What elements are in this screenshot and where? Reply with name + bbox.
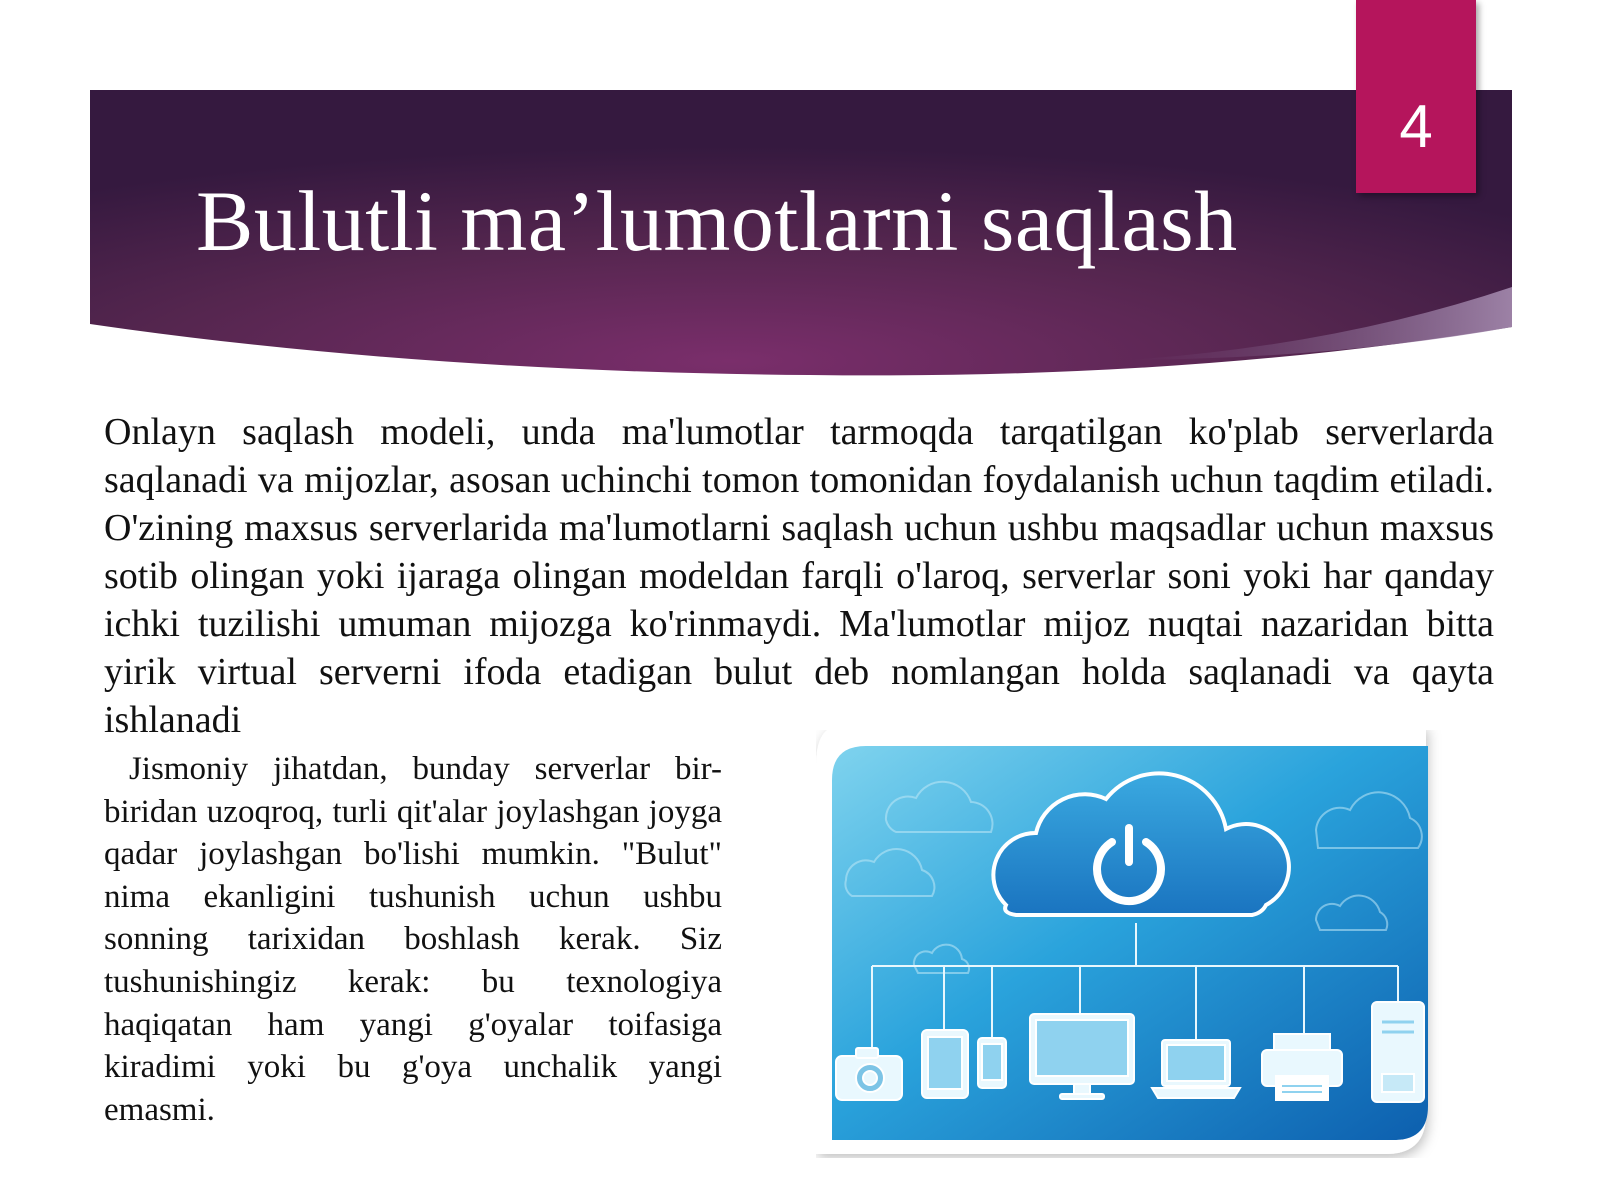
- tablet-icon: [922, 1030, 968, 1098]
- slide-number-tag: [1356, 0, 1476, 193]
- cloud-network-illustration: [816, 730, 1458, 1158]
- cloud-computing-picture: [816, 730, 1458, 1158]
- phone-icon: [978, 1038, 1006, 1088]
- slide-number: 4: [1399, 93, 1433, 160]
- server-tower-icon: [1372, 1002, 1424, 1102]
- slide-title: Bulutli ma’lumotlarni saqlash: [196, 173, 1238, 269]
- camera-icon: [836, 1048, 902, 1100]
- laptop-icon: [1152, 1040, 1240, 1098]
- body-paragraph-1: Onlayn saqlash modeli, unda ma'lumotlar tarmoqda tarqatilgan ko'plab serverlarda saqlanadi va mijozlar, asosan uchinchi tomon tomonidan foydalanish uchun taqdim etiladi. O'zining maxsus serverlarida ma'lumotlarni saqlash uchun ushbu maqsadlar uchun maxsus sotib olingan yoki ijaraga olingan modeldan farqli o'laroq, serverlar soni yoki har qanday ichki tuzilishi umuman mijozga ko'rinmaydi. Ma'lumotlar mijoz nuqtai nazaridan bitta yirik virtual serverni ifoda etadigan bulut deb nomlangan holda saqlanadi va qayta ishlanadi: [104, 411, 1494, 741]
- body-paragraph-2: Jismoniy jihatdan, bunday serverlar bir-biridan uzoqroq, turli qit'alar joylashgan joyga qadar joylashgan bo'lishi mumkin. "Bulut" nima ekanligini tushunish uchun ushbu sonning tarixidan boshlash kerak. Siz tushunishingiz kerak: bu texnologiya haqiqatan ham yangi g'oyalar toifasiga kiradimi yoki bu g'oya unchalik yangi emasmi.: [104, 751, 722, 1128]
